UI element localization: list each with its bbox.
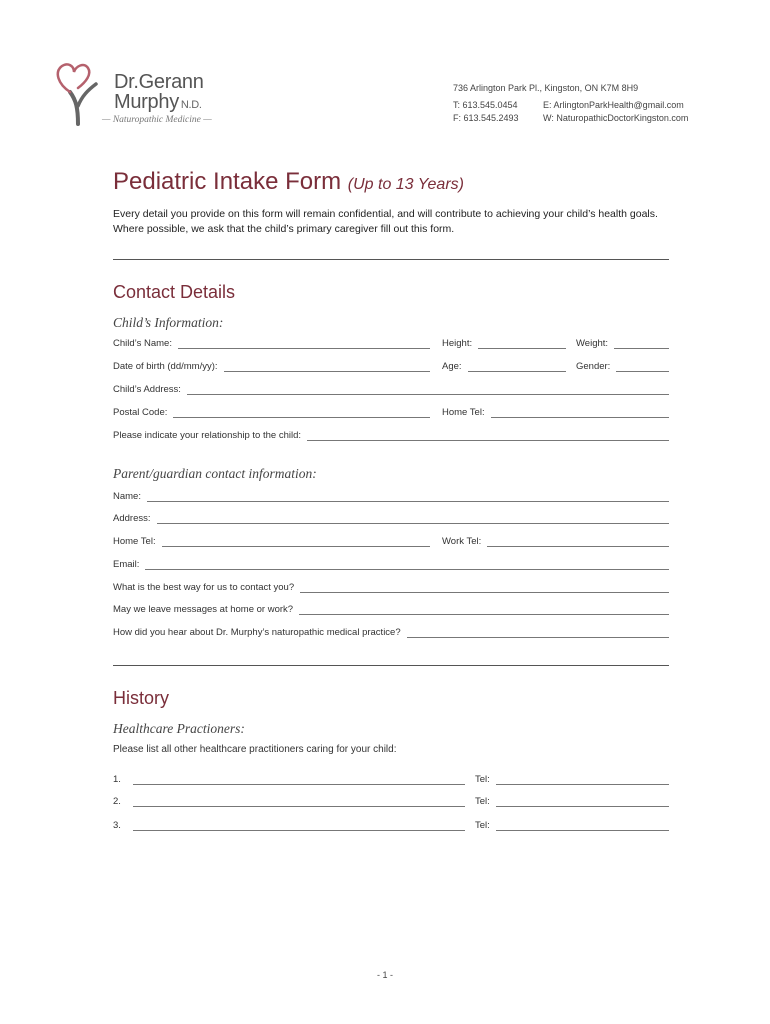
child-name-row — [113, 335, 669, 349]
website-text: W: NaturopathicDoctorKingston.com — [543, 113, 689, 123]
logo-surname: Murphy — [114, 91, 179, 113]
child-info-heading: Child’s Information: — [113, 315, 224, 330]
messages-field[interactable] — [299, 605, 669, 615]
height-field[interactable] — [478, 339, 566, 349]
best-way-row — [113, 579, 669, 593]
child-home-tel-label: Home Tel: — [442, 407, 485, 418]
email-label: Email: — [113, 559, 140, 570]
parent-name-row — [113, 488, 669, 502]
postal-label: Postal Code: — [113, 407, 168, 418]
contact-info — [453, 82, 688, 125]
parent-name-field[interactable] — [147, 492, 669, 502]
logo-name-line2 — [114, 92, 202, 115]
postal-field[interactable] — [173, 408, 430, 418]
practitioner-tel-field[interactable] — [496, 797, 669, 807]
intro-paragraph: Every detail you provide on this form will remain confidential, and will contribute to achieving your child’s health goals. Where possible, we ask that the child’s primary caregiver fill out this form. — [113, 208, 658, 235]
section-history: History — [113, 688, 170, 708]
practitioner-number: 1. — [113, 774, 121, 785]
parent-address-label: Address: — [113, 513, 151, 524]
dob-row — [113, 358, 669, 372]
parent-address-field[interactable] — [157, 514, 670, 524]
practitioner-tel-label: Tel: — [475, 796, 490, 807]
practitioner-number: 2. — [113, 796, 121, 807]
practitioners-heading: Healthcare Practioners: — [113, 721, 245, 736]
heard-label: How did you hear about Dr. Murphy’s naturopathic medical practice? — [113, 627, 401, 638]
practitioner-tel-label: Tel: — [475, 820, 490, 831]
logo-suffix: N.D. — [180, 99, 202, 111]
postal-row — [113, 404, 669, 418]
work-tel-field[interactable] — [487, 537, 669, 547]
parent-info-heading: Parent/guardian contact information: — [113, 466, 317, 481]
practice-logo — [52, 60, 232, 130]
page-title — [113, 168, 464, 196]
child-address-label: Child’s Address: — [113, 384, 181, 395]
practitioner-row — [113, 771, 669, 785]
parent-name-label: Name: — [113, 491, 141, 502]
work-tel-label: Work Tel: — [442, 536, 482, 547]
relationship-label: Please indicate your relationship to the child: — [113, 430, 302, 441]
relationship-row — [113, 427, 669, 441]
practitioner-name-field[interactable] — [133, 775, 465, 785]
phone-text: T: 613.545.0454 — [453, 100, 518, 110]
title-sub: (Up to 13 Years) — [347, 176, 464, 193]
practitioner-name-field[interactable] — [133, 797, 465, 807]
gender-label: Gender: — [576, 361, 611, 372]
email-field[interactable] — [145, 560, 669, 570]
height-label: Height: — [442, 338, 473, 349]
section-contact-details: Contact Details — [113, 282, 236, 302]
heard-row — [113, 624, 669, 638]
practitioner-tel-field[interactable] — [496, 821, 669, 831]
parent-home-tel-label: Home Tel: — [113, 536, 156, 547]
messages-row — [113, 601, 669, 615]
child-name-label: Child’s Name: — [113, 338, 172, 349]
gender-field[interactable] — [616, 362, 669, 372]
practitioners-instruction: Please list all other healthcare practitioners caring for your child: — [113, 744, 397, 755]
child-home-tel-field[interactable] — [491, 408, 669, 418]
weight-field[interactable] — [614, 339, 669, 349]
heard-field[interactable] — [407, 628, 669, 638]
practitioner-tel-field[interactable] — [496, 775, 669, 785]
age-field[interactable] — [468, 362, 566, 372]
best-way-label: What is the best way for us to contact you? — [113, 582, 295, 593]
parent-tel-row — [113, 533, 669, 547]
practitioner-number: 3. — [113, 820, 121, 831]
divider — [113, 665, 669, 666]
messages-label: May we leave messages at home or work? — [113, 604, 294, 615]
parent-address-row — [113, 510, 669, 524]
email-text: E: ArlingtonParkHealth@gmail.com — [543, 100, 684, 110]
parent-home-tel-field[interactable] — [162, 537, 430, 547]
age-label: Age: — [442, 361, 462, 372]
dob-label: Date of birth (dd/mm/yy): — [113, 361, 218, 372]
email-row — [113, 556, 669, 570]
logo-tagline: — Naturopathic Medicine — — [102, 115, 212, 125]
child-address-row — [113, 381, 669, 395]
child-name-field[interactable] — [178, 339, 430, 349]
divider — [113, 259, 669, 260]
best-way-field[interactable] — [300, 583, 669, 593]
practitioner-row — [113, 817, 669, 831]
dob-field[interactable] — [224, 362, 430, 372]
address-text: 736 Arlington Park Pl., Kingston, ON K7M 8H9 — [453, 83, 639, 93]
relationship-field[interactable] — [307, 431, 669, 441]
weight-label: Weight: — [576, 338, 609, 349]
logo-name-line1: Dr.Gerann — [114, 71, 204, 93]
fax-text: F: 613.545.2493 — [453, 113, 519, 123]
page-number: - 1 - — [376, 970, 393, 980]
practitioner-name-field[interactable] — [133, 821, 465, 831]
child-address-field[interactable] — [187, 385, 669, 395]
practitioner-row — [113, 793, 669, 807]
practitioner-tel-label: Tel: — [475, 774, 490, 785]
title-main: Pediatric Intake Form — [113, 168, 342, 195]
